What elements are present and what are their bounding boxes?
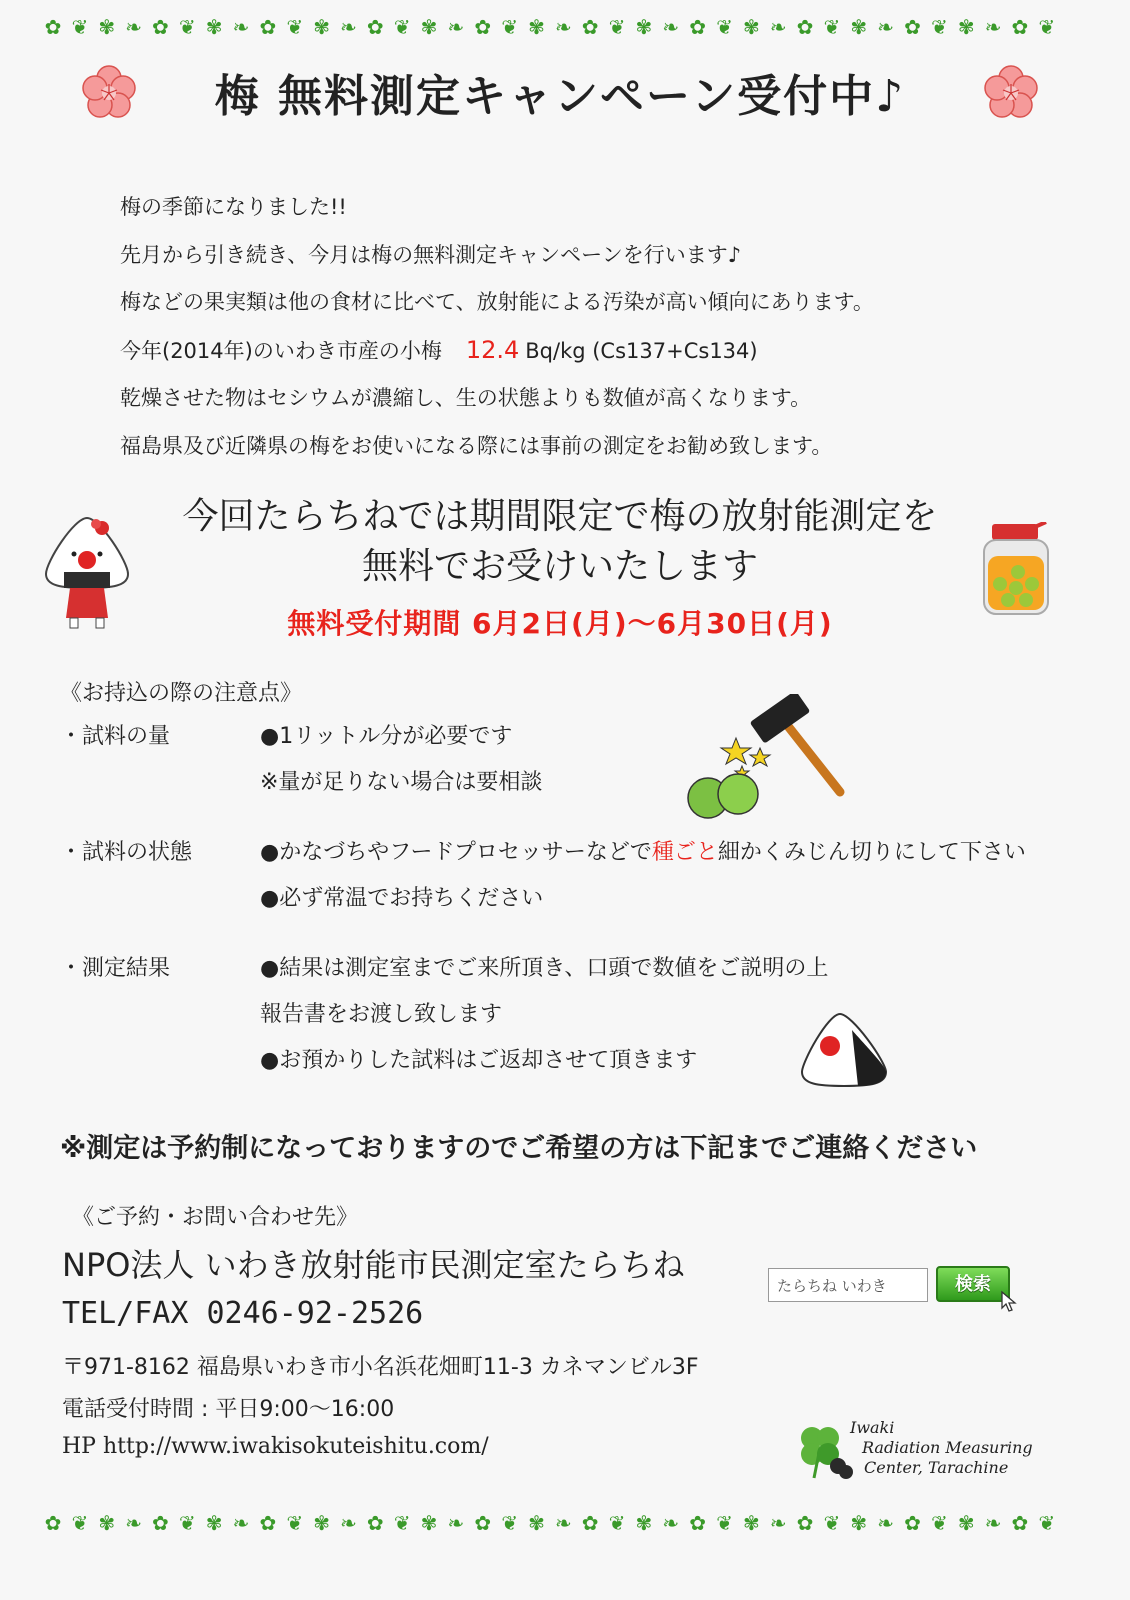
leaf-icon: ✾	[205, 15, 223, 39]
phone-hours: 電話受付時間 : 平日9:00〜16:00	[62, 1397, 395, 1422]
leaf-icon: ❦	[71, 15, 89, 39]
note-line: ※量が足りない場合は要相談	[260, 770, 543, 795]
note-line-part: 細かくみじん切りにして下さい	[717, 840, 1026, 865]
leaf-icon: ✿	[366, 15, 384, 39]
leaf-icon: ✿	[581, 15, 599, 39]
leaf-icon: ❦	[716, 15, 733, 39]
headline-line: 今回たらちねでは期間限定で梅の放射能測定を	[182, 496, 938, 537]
leaf-border-top-icon	[40, 12, 1060, 42]
logo-line: Iwaki	[850, 1418, 895, 1437]
hammer-plums-icon	[680, 694, 870, 824]
leaf-icon: ❧	[662, 1511, 680, 1535]
leaf-icon: ✿	[796, 1511, 814, 1535]
leaf-icon: ❦	[1038, 1511, 1056, 1535]
leaf-icon: ✾	[742, 15, 760, 39]
leaf-icon: ✿	[1011, 15, 1029, 39]
contact-title: 《ご予約・お問い合わせ先》	[72, 1205, 359, 1230]
clover-icon	[794, 1422, 854, 1482]
search-input[interactable]: たらちね いわき	[768, 1268, 928, 1302]
leaf-icon: ✾	[420, 1511, 438, 1535]
leaf-icon: ❧	[125, 15, 142, 39]
leaf-icon: ✾	[742, 1511, 760, 1535]
leaf-icon: ✾	[205, 1511, 223, 1535]
note-label: ・測定結果	[60, 956, 171, 981]
leaf-icon: ❧	[340, 15, 357, 39]
leaf-icon: ❧	[554, 15, 572, 39]
leaf-icon: ❦	[930, 15, 948, 39]
note-line: 報告書をお渡し致します	[260, 1002, 503, 1027]
leaf-icon: ❧	[554, 1511, 572, 1535]
logo-line: Center, Tarachine	[864, 1458, 1009, 1477]
leaf-icon: ❧	[877, 15, 895, 39]
leaf-icon: ❦	[393, 1511, 411, 1535]
measurement-unit: Bq/kg (Cs137+Cs134)	[525, 338, 758, 363]
leaf-icon: ✾	[850, 15, 868, 39]
note-sample-amount	[60, 714, 760, 814]
leaf-icon: ❧	[662, 15, 680, 39]
leaf-icon: ✿	[796, 15, 814, 39]
homepage-url[interactable]: HP http://www.iwakisokuteishitu.com/	[62, 1434, 489, 1459]
tel-fax: TEL/FAX 0246-92-2526	[62, 1296, 424, 1331]
leaf-icon: ❧	[232, 1511, 250, 1535]
leaf-icon: ✾	[635, 15, 653, 39]
organization-name: NPO法人 いわき放射能市民測定室たらちね	[62, 1246, 685, 1284]
intro-line: 梅などの果実類は他の食材に比べて、放射能による汚染が高い傾向にあります。	[120, 290, 874, 314]
umeshu-jar-icon	[978, 522, 1054, 618]
leaf-icon: ❧	[984, 1511, 1002, 1535]
leaf-icon: ❦	[501, 15, 518, 39]
headline	[120, 492, 1000, 592]
search-button[interactable]: 検索	[936, 1266, 1010, 1302]
leaf-icon: ✿	[581, 1511, 599, 1535]
leaf-icon: ❧	[769, 1511, 787, 1535]
leaf-icon: ❧	[340, 1511, 357, 1535]
leaf-icon: ❦	[608, 1511, 626, 1535]
note-line	[260, 830, 1026, 876]
title-row	[80, 62, 1040, 122]
note-sample-state	[60, 830, 1120, 930]
leaf-icon: ✿	[689, 15, 706, 39]
intro-line: 梅の季節になりました!!	[120, 195, 347, 219]
leaf-icon: ✾	[528, 1511, 545, 1535]
leaf-icon: ❧	[125, 1511, 142, 1535]
page-title: 梅 無料測定キャンペーン受付中♪	[214, 71, 906, 122]
leaf-icon: ❦	[71, 1511, 89, 1535]
leaf-icon: ❧	[232, 15, 250, 39]
leaf-icon: ❦	[178, 15, 196, 39]
note-line: ●結果は測定室までご来所頂き、口頭で数値をご説明の上	[260, 956, 829, 981]
leaf-icon: ❦	[178, 1511, 196, 1535]
leaf-icon: ✾	[850, 1511, 868, 1535]
note-line-part: ●かなづちやフードプロセッサーなどで	[260, 840, 652, 865]
leaf-icon: ✾	[420, 15, 438, 39]
tarachine-logo	[794, 1418, 1034, 1484]
notes-title: 《お持込の際の注意点》	[60, 681, 303, 706]
leaf-icon: ✾	[98, 1511, 116, 1535]
leaf-icon: ✿	[904, 15, 921, 39]
leaf-icon: ✾	[528, 15, 545, 39]
intro-line: 乾燥させた物はセシウムが濃縮し、生の状態よりも数値が高くなります。	[120, 386, 812, 410]
leaf-icon: ✿	[44, 15, 62, 39]
note-line: ●1リットル分が必要です	[260, 724, 513, 749]
leaf-icon: ❦	[286, 1511, 304, 1535]
leaf-icon: ✾	[313, 15, 330, 39]
note-label: ・試料の量	[60, 724, 171, 749]
note-line: ●必ず常温でお持ちください	[260, 886, 544, 911]
intro-text	[120, 184, 1020, 470]
address: 〒971-8162 福島県いわき市小名浜花畑町11-3 カネマンビル3F	[62, 1355, 699, 1380]
leaf-icon: ✿	[474, 15, 492, 39]
leaf-icon: ❧	[447, 15, 465, 39]
leaf-icon: ✾	[98, 15, 116, 39]
leaf-icon: ❦	[286, 15, 304, 39]
leaf-icon: ✾	[635, 1511, 653, 1535]
pointer-cursor-icon	[1000, 1290, 1020, 1314]
leaf-icon: ✾	[957, 15, 975, 39]
leaf-icon: ❧	[877, 1511, 895, 1535]
leaf-icon: ✿	[689, 1511, 706, 1535]
intro-line-measurement	[120, 327, 1020, 376]
leaf-icon: ❦	[930, 1511, 948, 1535]
onigiri-girl-icon	[42, 514, 132, 632]
leaf-icon: ❦	[501, 1511, 518, 1535]
onigiri-icon	[800, 1010, 890, 1090]
note-line: ●お預かりした試料はご返却させて頂きます	[260, 1048, 698, 1073]
leaf-icon: ❧	[769, 15, 787, 39]
leaf-border-bottom-icon	[40, 1508, 1060, 1538]
intro-line: 福島県及び近隣県の梅をお使いになる際には事前の測定をお勧め致します。	[120, 433, 833, 458]
leaf-icon: ❦	[393, 15, 411, 39]
leaf-icon: ✿	[366, 1511, 384, 1535]
leaf-icon: ✿	[474, 1511, 492, 1535]
leaf-icon: ✿	[904, 1511, 921, 1535]
measurement-prefix: 今年(2014年)のいわき市産の小梅	[120, 338, 442, 363]
leaf-icon: ✿	[1011, 1511, 1029, 1535]
logo-line: Radiation Measuring	[862, 1438, 1033, 1457]
reservation-note: ※測定は予約制になっておりますのでご希望の方は下記までご連絡ください	[60, 1133, 978, 1164]
leaf-icon: ❦	[1038, 15, 1056, 39]
note-label: ・試料の状態	[60, 840, 193, 865]
free-period: 無料受付期間 6月2日(月)〜6月30日(月)	[287, 607, 833, 640]
leaf-icon: ✿	[259, 15, 277, 39]
leaf-icon: ❦	[608, 15, 626, 39]
leaf-icon: ❦	[823, 15, 841, 39]
leaf-icon: ❧	[447, 1511, 465, 1535]
leaf-icon: ✿	[152, 15, 169, 39]
leaf-icon: ✿	[259, 1511, 277, 1535]
leaf-icon: ❦	[823, 1511, 841, 1535]
measurement-value: 12.4	[465, 335, 520, 364]
plum-blossom-icon	[982, 64, 1040, 122]
leaf-icon: ❦	[716, 1511, 733, 1535]
leaf-icon: ❧	[984, 15, 1002, 39]
plum-blossom-icon	[80, 64, 138, 122]
intro-line: 先月から引き続き、今月は梅の無料測定キャンペーンを行います♪	[120, 242, 742, 267]
leaf-icon: ✿	[152, 1511, 169, 1535]
leaf-icon: ✾	[313, 1511, 330, 1535]
note-line-emphasis: 種ごと	[651, 840, 718, 865]
leaf-icon: ✾	[957, 1511, 975, 1535]
leaf-icon: ✿	[44, 1511, 62, 1535]
headline-line: 無料でお受けいたします	[361, 546, 758, 587]
